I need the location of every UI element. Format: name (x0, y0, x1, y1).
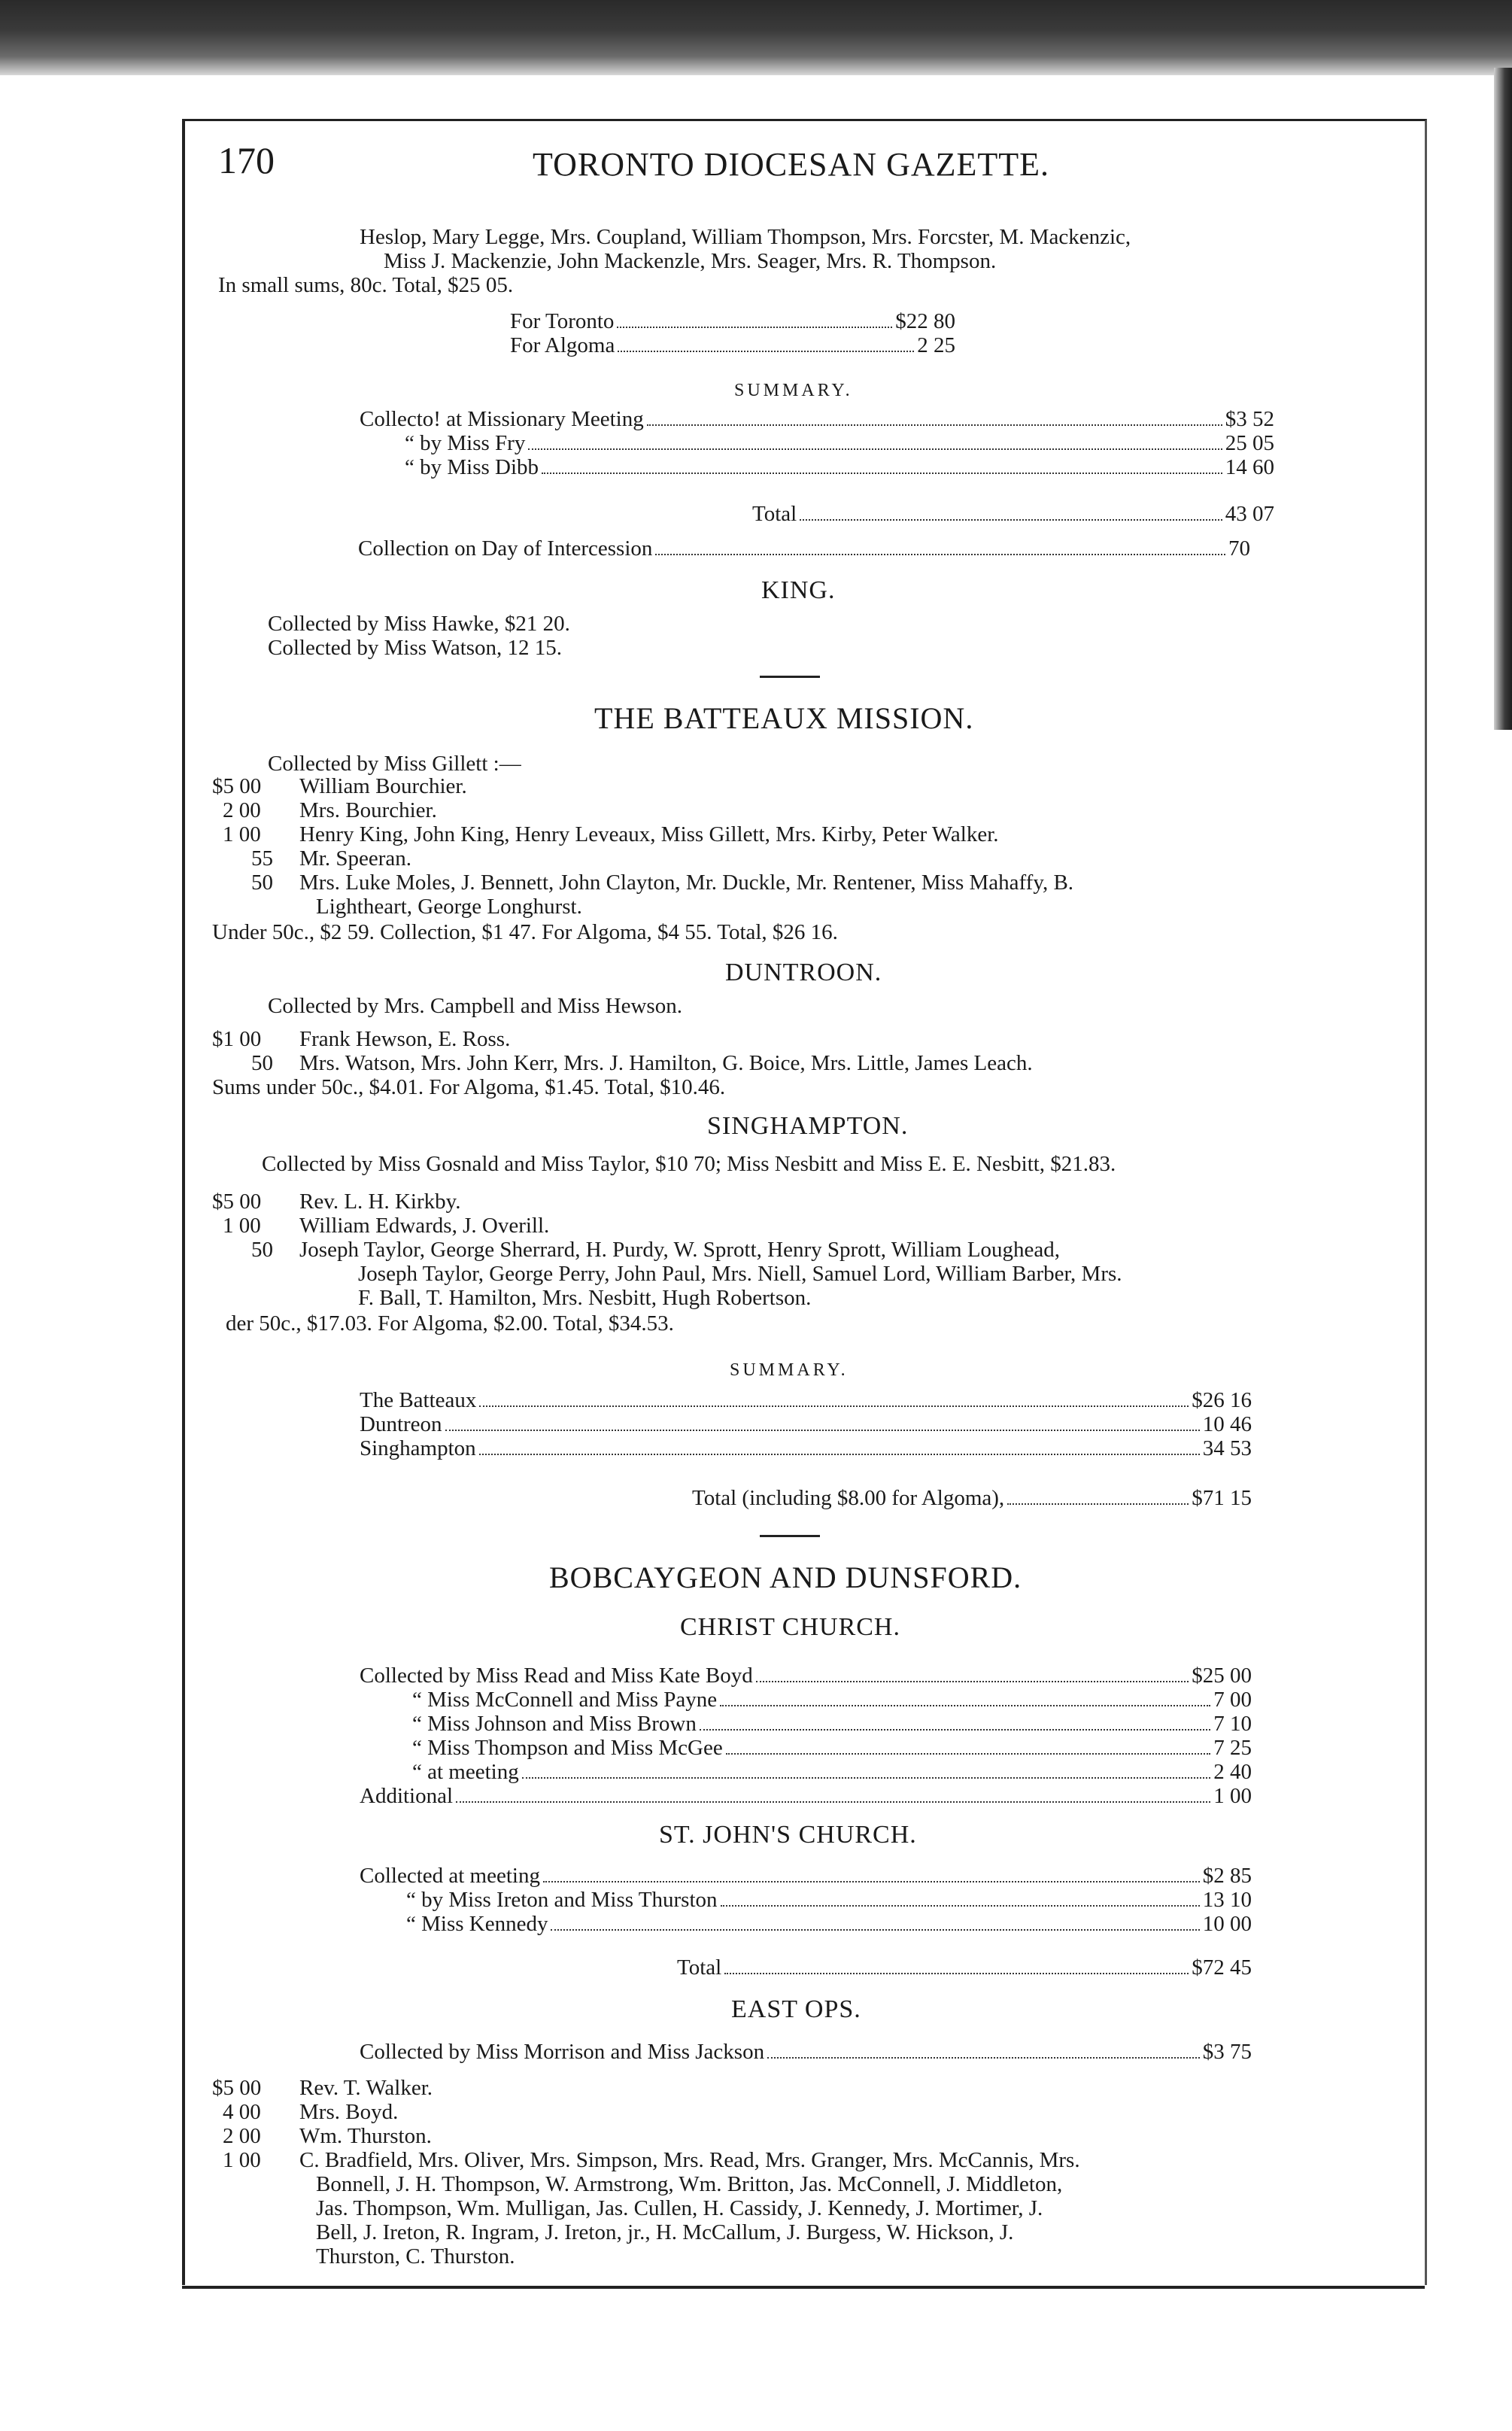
ledger-row: Duntreon 10 46 (360, 1412, 1252, 1436)
text-line: Heslop, Mary Legge, Mrs. Coupland, William Thompson, Mrs. Forcster, M. Mackenzic, (360, 225, 1131, 249)
entry-amount: 1 00 (223, 2148, 261, 2172)
entry-text: Bonnell, J. H. Thompson, W. Armstrong, Wm. Britton, Jas. McConnell, J. Middleton, (316, 2172, 1063, 2196)
entry-text: Mrs. Watson, Mrs. John Kerr, Mrs. J. Hamilton, G. Boice, Mrs. Little, James Leach. (299, 1051, 1033, 1075)
entry-text: Jas. Thompson, Wm. Mulligan, Jas. Cullen, H. Cassidy, J. Kennedy, J. Mortimer, J. (316, 2196, 1043, 2220)
entry-text: Lightheart, George Longhurst. (316, 895, 582, 919)
entry-amount: 1 00 (223, 822, 261, 846)
entry-text: Mrs. Luke Moles, J. Bennett, John Clayton, Mr. Duckle, Mr. Rentener, Miss Mahaffy, B. (299, 871, 1074, 895)
ledger-row: Singhampton 34 53 (360, 1436, 1252, 1460)
text-line: Collected by Miss Gosnald and Miss Taylor, $10 70; Miss Nesbitt and Miss E. E. Nesbitt, $21.83. (262, 1152, 1116, 1176)
ledger-row: “ Miss Thompson and Miss McGee 7 25 (412, 1736, 1252, 1760)
entry-text: Wm. Thurston. (299, 2124, 432, 2148)
summary-heading: SUMMARY. (730, 1360, 849, 1380)
ledger-row: Collecto! at Missionary Meeting $3 52 (360, 407, 1274, 431)
entry-text: Frank Hewson, E. Ross. (299, 1027, 511, 1051)
section-heading: BOBCAYGEON AND DUNSFORD. (549, 1560, 1022, 1594)
subsection-heading: EAST OPS. (731, 1995, 861, 2023)
section-heading: THE BATTEAUX MISSION. (594, 701, 974, 735)
entry-text: Joseph Taylor, George Sherrard, H. Purdy, W. Sprott, Henry Sprott, William Loughead, (299, 1238, 1061, 1262)
text-line: Collected by Miss Watson, 12 15. (268, 636, 563, 660)
ledger-total-row: Total (including $8.00 for Algoma), $71 15 (692, 1486, 1252, 1510)
ledger-row: Collection on Day of Intercession 70 (358, 536, 1250, 561)
ledger-row: For Toronto $22 80 (510, 309, 955, 333)
text-line: der 50c., $17.03. For Algoma, $2.00. Total, $34.53. (226, 1311, 674, 1336)
entry-text: Rev. L. H. Kirkby. (299, 1190, 461, 1214)
entry-amount: $1 00 (212, 1027, 262, 1051)
ledger-row: For Algoma 2 25 (510, 333, 955, 357)
scan-right-edge (1494, 68, 1512, 730)
ledger-row: The Batteaux $26 16 (360, 1388, 1252, 1412)
entry-text: Mrs. Bourchier. (299, 798, 437, 822)
subsection-heading: CHRIST CHURCH. (680, 1613, 900, 1641)
entry-amount: 50 (251, 1238, 273, 1262)
text-line: Collected by Miss Gillett :— (268, 752, 521, 776)
text-line: Collected by Miss Hawke, $21 20. (268, 612, 570, 636)
text-line: Miss J. Mackenzie, John Mackenzle, Mrs. Seager, Mrs. R. Thompson. (384, 249, 997, 273)
entry-text: Mr. Speeran. (299, 846, 411, 871)
ledger-row: “ Miss McConnell and Miss Payne 7 00 (412, 1688, 1252, 1712)
ledger-row: Collected by Miss Morrison and Miss Jackson $3 75 (360, 2040, 1252, 2064)
ledger-row: Additional 1 00 (360, 1784, 1252, 1808)
entry-amount: 50 (251, 1051, 273, 1075)
ledger-row: Collected at meeting $2 85 (360, 1864, 1252, 1888)
text-line: Collected by Mrs. Campbell and Miss Hewson. (268, 994, 682, 1018)
entry-text: Thurston, C. Thurston. (316, 2244, 515, 2268)
entry-text: C. Bradfield, Mrs. Oliver, Mrs. Simpson, Mrs. Read, Mrs. Granger, Mrs. McCannis, Mrs. (299, 2148, 1080, 2172)
entry-text: F. Ball, T. Hamilton, Mrs. Nesbitt, Hugh Robertson. (358, 1286, 812, 1310)
entry-amount: 4 00 (223, 2100, 261, 2124)
page-number: 170 (218, 139, 275, 181)
entry-text: Bell, J. Ireton, R. Ingram, J. Ireton, jr., H. McCallum, J. Burgess, W. Hickson, J. (316, 2220, 1014, 2244)
ledger-row: “ by Miss Fry 25 05 (405, 431, 1274, 455)
entry-text: Henry King, John King, Henry Leveaux, Miss Gillett, Mrs. Kirby, Peter Walker. (299, 822, 999, 846)
entry-amount: $5 00 (212, 774, 262, 798)
summary-heading: SUMMARY. (734, 381, 853, 400)
entry-amount: $5 00 (212, 1190, 262, 1214)
entry-amount: 50 (251, 871, 273, 895)
ledger-total-row: Total $72 45 (677, 1955, 1252, 1980)
section-heading: SINGHAMPTON. (707, 1112, 909, 1140)
page-title: TORONTO DIOCESAN GAZETTE. (533, 146, 1049, 183)
section-divider (760, 1535, 820, 1537)
entry-text: Mrs. Boyd. (299, 2100, 399, 2124)
ledger-row: “ at meeting 2 40 (412, 1760, 1252, 1784)
text-line: Sums under 50c., $4.01. For Algoma, $1.45. Total, $10.46. (212, 1075, 726, 1099)
section-heading: KING. (761, 576, 836, 604)
entry-amount: 55 (251, 846, 273, 871)
page-bottom-rule (182, 2286, 1425, 2289)
text-line: Under 50c., $2 59. Collection, $1 47. For Algoma, $4 55. Total, $26 16. (212, 920, 838, 944)
ledger-row: “ Miss Kennedy 10 00 (406, 1912, 1252, 1936)
entry-amount: 1 00 (223, 1214, 261, 1238)
entry-text: William Edwards, J. Overill. (299, 1214, 550, 1238)
entry-amount: $5 00 (212, 2076, 262, 2100)
entry-text: William Bourchier. (299, 774, 467, 798)
entry-text: Rev. T. Walker. (299, 2076, 433, 2100)
subsection-heading: ST. JOHN'S CHURCH. (659, 1821, 917, 1849)
entry-amount: 2 00 (223, 2124, 261, 2148)
ledger-row: “ by Miss Dibb 14 60 (405, 455, 1274, 479)
ledger-row: “ Miss Johnson and Miss Brown 7 10 (412, 1712, 1252, 1736)
entry-amount: 2 00 (223, 798, 261, 822)
ledger-row: Collected by Miss Read and Miss Kate Boyd $25 00 (360, 1664, 1252, 1688)
section-divider (760, 676, 820, 678)
text-line: In small sums, 80c. Total, $25 05. (218, 273, 514, 297)
entry-text: Joseph Taylor, George Perry, John Paul, Mrs. Niell, Samuel Lord, William Barber, Mrs. (358, 1262, 1122, 1286)
ledger-total-row: Total 43 07 (752, 502, 1274, 526)
ledger-row: “ by Miss Ireton and Miss Thurston 13 10 (406, 1888, 1252, 1912)
section-heading: DUNTROON. (725, 959, 882, 986)
scan-top-edge (0, 0, 1512, 75)
